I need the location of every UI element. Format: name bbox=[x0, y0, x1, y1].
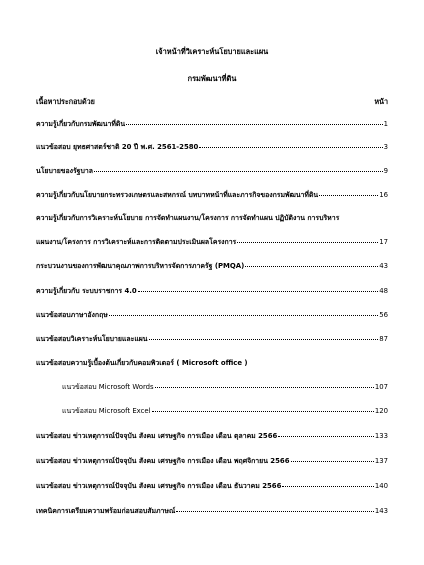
toc-entry-page: 17 bbox=[379, 238, 388, 246]
toc-subentry bbox=[62, 383, 388, 392]
toc-subentry bbox=[62, 407, 388, 416]
toc-entry-page: 107 bbox=[374, 383, 388, 391]
toc-entry-page: 1 bbox=[383, 120, 388, 128]
toc-entry bbox=[36, 214, 388, 223]
toc-entry bbox=[36, 507, 388, 516]
toc-entry-text: แนวข้อสอบ ข่าวเหตุการณ์ปัจจุบัน สังคม เศรษฐกิจ การเมือง เดือน ตุลาคม 2566 bbox=[36, 432, 278, 440]
toc-entry-text: แนวข้อสอบความรู้เบื้องต้นเกี่ยวกับคอมพิวเตอร์ ( Microsoft office ) bbox=[36, 359, 248, 367]
toc-entry bbox=[36, 335, 388, 344]
dot-leader bbox=[126, 124, 383, 125]
dot-leader bbox=[152, 411, 374, 412]
toc-entry-page: 137 bbox=[374, 457, 388, 465]
toc-entry-page: 56 bbox=[379, 311, 388, 319]
toc-entry bbox=[36, 262, 388, 271]
toc-entry bbox=[36, 120, 388, 129]
toc-entry-page: 120 bbox=[374, 407, 388, 415]
toc-entry-text: กระบวนงานของการพัฒนาคุณภาพการบริหารจัดการภาครัฐ (PMQA) bbox=[36, 262, 245, 270]
toc-entry-text: ความรู้เกี่ยวกับ ระบบราชการ 4.0 bbox=[36, 287, 137, 295]
toc-entry-text: ความรู้เกี่ยวกับนโยบายกระทรวงเกษตรและสหกรณ์ บทบาทหน้าที่และภารกิจของกรมพัฒนาที่ดิน bbox=[36, 191, 319, 199]
toc-entry bbox=[36, 287, 388, 296]
toc-entry bbox=[36, 457, 388, 466]
toc-entry-page: 9 bbox=[383, 167, 388, 175]
toc-entry-text: แนวข้อสอบวิเคราะห์นโยบายและแผน bbox=[36, 335, 148, 343]
toc-entry-text: ความรู้เกี่ยวกับกรมพัฒนาที่ดิน bbox=[36, 120, 126, 128]
toc-entry-page: 133 bbox=[374, 432, 388, 440]
toc-header bbox=[36, 97, 388, 108]
toc-header-page: หน้า bbox=[374, 97, 388, 106]
toc-entry bbox=[36, 482, 388, 491]
toc-entry bbox=[36, 311, 388, 320]
toc-entry-text: แนวข้อสอบ ข่าวเหตุการณ์ปัจจุบัน สังคม เศรษฐกิจ การเมือง เดือน ธันวาคม 2566 bbox=[36, 482, 282, 490]
toc-entry-text-line1: ความรู้เกี่ยวกับการวิเคราะห์นโยบาย การจัดทำแผนงาน/โครงการ การจัดทำแผน ปฏิบัติงาน การบริหาร bbox=[36, 214, 340, 222]
toc-entry bbox=[36, 143, 388, 152]
dot-leader bbox=[138, 291, 379, 292]
toc-entry bbox=[36, 167, 388, 176]
toc-entry-continued bbox=[36, 238, 388, 247]
toc-header-contents: เนื้อหาประกอบด้วย bbox=[36, 97, 95, 106]
toc-entry-text: แนวข้อสอบ ข่าวเหตุการณ์ปัจจุบัน สังคม เศรษฐกิจ การเมือง เดือน พฤศจิกายน 2566 bbox=[36, 457, 290, 465]
toc-entry-text: เทคนิคการเตรียมความพร้อมก่อนสอบสัมภาษณ์ bbox=[36, 507, 176, 515]
toc-entry-page: 43 bbox=[379, 262, 388, 270]
dot-leader bbox=[278, 436, 374, 437]
dot-leader bbox=[319, 195, 378, 196]
toc-entry-text: แนวข้อสอบภาษาอังกฤษ bbox=[36, 311, 108, 319]
toc-entry-page: 3 bbox=[383, 143, 388, 151]
dot-leader bbox=[149, 339, 379, 340]
toc-entry bbox=[36, 432, 388, 441]
dot-leader bbox=[245, 266, 378, 267]
dot-leader bbox=[176, 511, 374, 512]
toc-entry-text: แนวข้อสอบ Microsoft Excel bbox=[62, 407, 151, 415]
toc-entry-page: 140 bbox=[374, 482, 388, 490]
document-title: เจ้าหน้าที่วิเคราะห์นโยบายและแผน bbox=[155, 47, 269, 56]
toc-entry-page: 48 bbox=[379, 287, 388, 295]
dot-leader bbox=[155, 387, 374, 388]
dot-leader bbox=[291, 461, 374, 462]
toc-entry-page: 143 bbox=[374, 507, 388, 515]
dot-leader bbox=[237, 242, 378, 243]
dot-leader bbox=[109, 315, 378, 316]
toc-entry-text: นโยบายของรัฐบาล bbox=[36, 167, 93, 175]
toc-entry bbox=[36, 191, 388, 200]
toc-section-heading bbox=[36, 359, 388, 368]
toc-entry-page: 87 bbox=[379, 335, 388, 343]
dot-leader bbox=[199, 147, 382, 148]
toc-entry-text: แผนงาน/โครงการ การวิเคราะห์และการติดตามประเมินผลโครงการ bbox=[36, 238, 237, 246]
toc-entry-page: 16 bbox=[379, 191, 388, 199]
dot-leader bbox=[282, 486, 373, 487]
toc-entry-text: แนวข้อสอบ Microsoft Words bbox=[62, 383, 154, 391]
dot-leader bbox=[94, 171, 383, 172]
document-subtitle: กรมพัฒนาที่ดิน bbox=[187, 74, 237, 83]
toc-entry-text: แนวข้อสอบ ยุทธศาสตร์ชาติ 20 ปี พ.ศ. 2561-2580 bbox=[36, 143, 199, 151]
